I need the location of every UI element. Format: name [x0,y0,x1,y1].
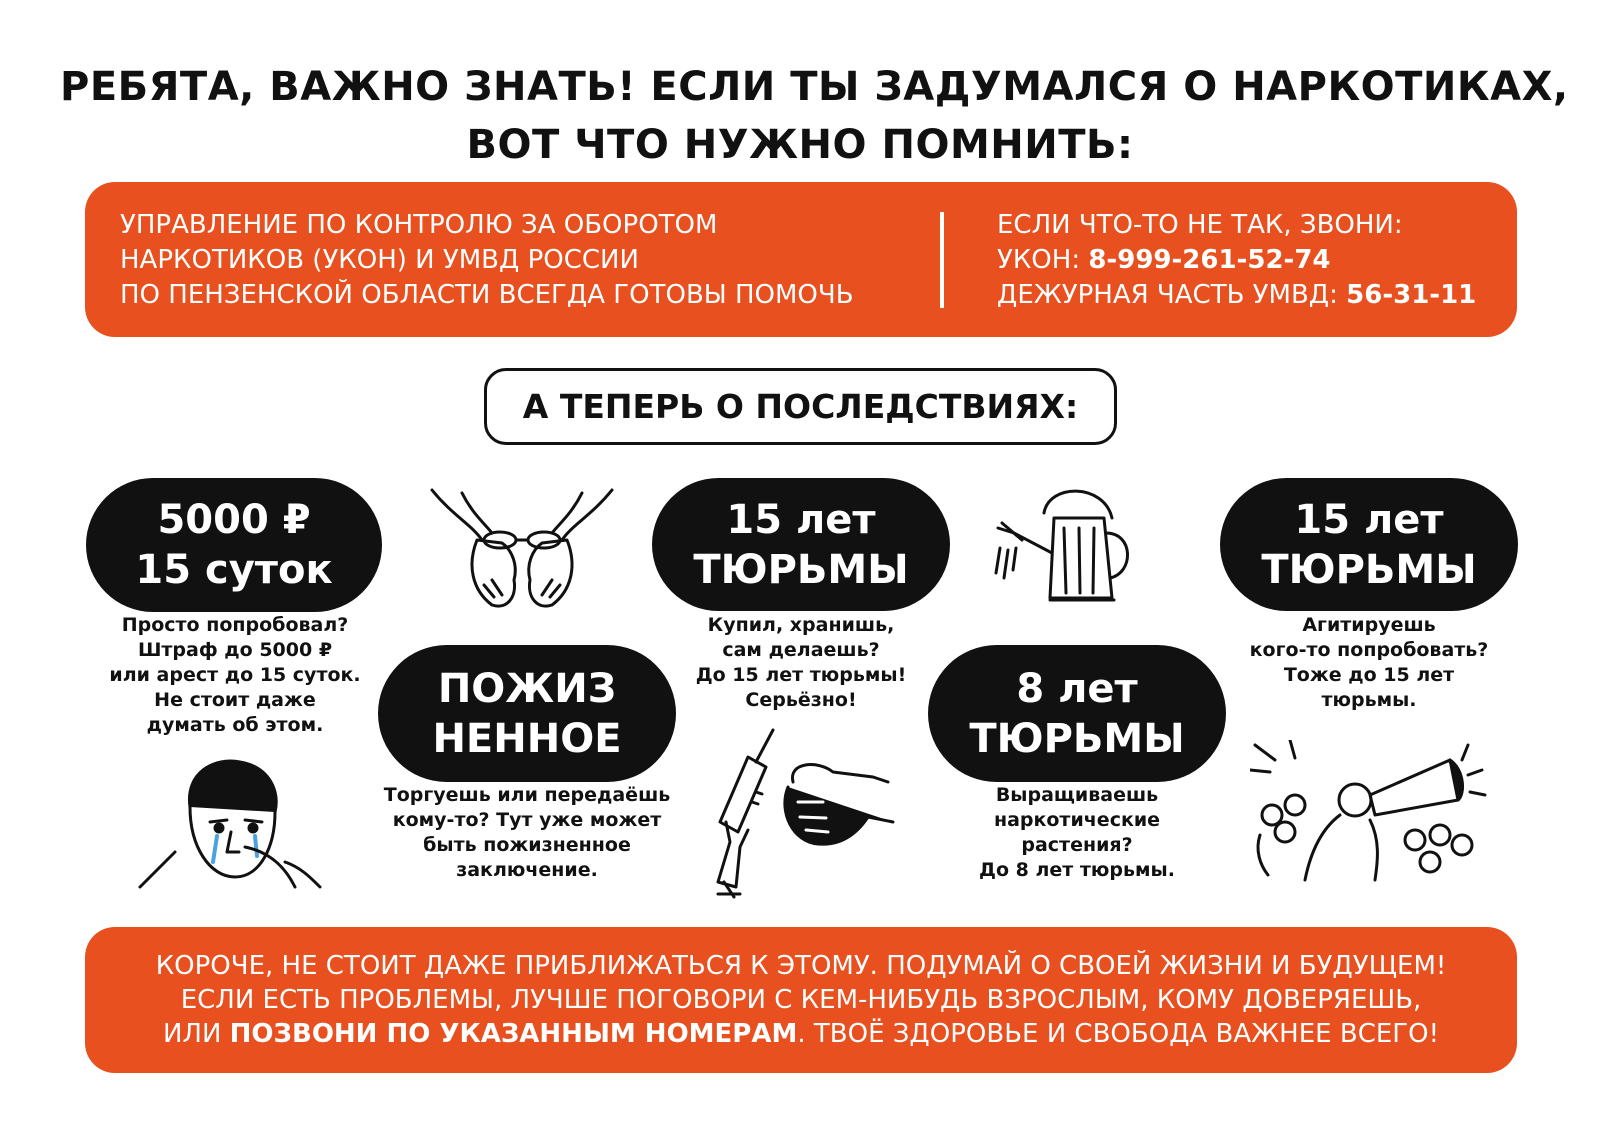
penalty-badge-possession [652,478,950,611]
description-line: тюрьмы. [1321,689,1417,711]
consequences-heading: А ТЕПЕРЬ О ПОСЛЕДСТВИЯХ: [484,368,1117,445]
description-line: наркотические [993,809,1161,831]
penalty-badge-cultivation [928,645,1226,782]
crying-boy-icon [135,752,325,892]
description-line: Просто попробовал? [121,614,349,636]
ukon-contact [997,243,1476,278]
syringe-and-fist-icon [708,722,898,902]
description-line: До 8 лет тюрьмы. [979,859,1175,881]
banner-divider [940,212,944,308]
badge-line: 15 суток [135,547,333,593]
penalty-badge-fine [86,478,382,612]
description-line: или арест до 15 суток. [109,664,361,686]
penalty-description-promotion [1224,613,1514,713]
badge-line: 5000 ₽ [157,497,311,543]
ukon-label: УКОН: [997,245,1089,275]
description-line: сам делаешь? [722,639,880,661]
description-line: кому-то? Тут уже может [392,809,662,831]
description-line: Торгуешь или передаёшь [383,784,671,806]
description-line: Не стоит даже [154,689,316,711]
badge-line: ТЮРЬМЫ [1261,546,1477,593]
advice-banner [85,927,1517,1073]
title-line-2: ВОТ ЧТО НУЖНО ПОМНИТЬ: [466,122,1134,168]
description-line: Купил, хранишь, [707,614,895,636]
badge-line: 15 лет [1294,496,1444,543]
penalty-badge-promotion [1220,478,1518,611]
advice-line-3 [85,1017,1517,1051]
organization-info [120,208,854,313]
penalty-badge-life [378,645,676,782]
handcuffed-hands-icon [422,485,622,615]
description-line: Выращиваешь [995,784,1159,806]
duty-label: ДЕЖУРНАЯ ЧАСТЬ УМВД: [997,280,1347,310]
call-heading: ЕСЛИ ЧТО-ТО НЕ ТАК, ЗВОНИ: [997,210,1403,240]
badge-line: 8 лет [1016,665,1138,712]
badge-line: ПОЖИЗ [437,665,617,712]
description-line: кого-то попробовать? [1249,639,1489,661]
badge-line: 15 лет [726,496,876,543]
penalty-description-life [370,783,684,883]
badge-line: ТЮРЬМЫ [693,546,909,593]
description-line: Штраф до 5000 ₽ [137,639,333,661]
description-line: Серьёзно! [745,689,857,711]
advice-call-numbers: ПОЗВОНИ ПО УКАЗАННЫМ НОМЕРАМ [229,1019,798,1049]
badge-line: НЕННОЕ [432,715,622,762]
penalty-description-cultivation [930,783,1224,883]
ukon-phone[interactable]: 8-999-261-52-74 [1088,245,1331,275]
description-line: думать об этом. [146,714,324,736]
advice-line-3-start: ИЛИ [162,1019,230,1049]
description-line: Тоже до 15 лет [1283,664,1455,686]
contact-banner [85,182,1517,337]
penalty-description-possession [656,613,946,713]
duty-contact [997,278,1476,313]
penalty-description-fine [90,613,380,738]
advice-line-3-end: . ТВОЁ ЗДОРОВЬЕ И СВОБОДА ВАЖНЕЕ ВСЕГО! [797,1019,1440,1049]
advice-line-1: КОРОЧЕ, НЕ СТОИТ ДАЖЕ ПРИБЛИЖАТЬСЯ К ЭТОМУ. ПОДУМАЙ О СВОЕЙ ЖИЗНИ И БУДУЩЕМ! [155,951,1447,981]
org-line-1: УПРАВЛЕНИЕ ПО КОНТРОЛЮ ЗА ОБОРОТОМ [120,210,718,240]
advice-line-2: ЕСЛИ ЕСТЬ ПРОБЛЕМЫ, ЛУЧШЕ ПОГОВОРИ С КЕМ-НИБУДЬ ВЗРОСЛЫМ, КОМУ ДОВЕРЯЕШЬ, [180,985,1422,1015]
description-line: быть пожизненное [423,834,631,856]
description-line: До 15 лет тюрьмы! [695,664,907,686]
description-line: заключение. [456,859,598,881]
advice-text [85,949,1517,1051]
duty-phone[interactable]: 56-31-11 [1346,280,1477,310]
badge-line: ТЮРЬМЫ [969,715,1185,762]
title-line-1: РЕБЯТА, ВАЖНО ЗНАТЬ! ЕСЛИ ТЫ ЗАДУМАЛСЯ О НАРКОТИКАХ, [60,64,1569,110]
watering-can-icon [994,478,1144,618]
org-line-2: НАРКОТИКОВ (УКОН) И УМВД РОССИИ [120,245,639,275]
contact-info [997,208,1476,313]
megaphone-crowd-icon [1250,740,1490,885]
org-line-3: ПО ПЕНЗЕНСКОЙ ОБЛАСТИ ВСЕГДА ГОТОВЫ ПОМОЧЬ [120,280,854,310]
description-line: растения? [1021,834,1133,856]
page-title [60,58,1569,174]
description-line: Агитируешь [1302,614,1436,636]
